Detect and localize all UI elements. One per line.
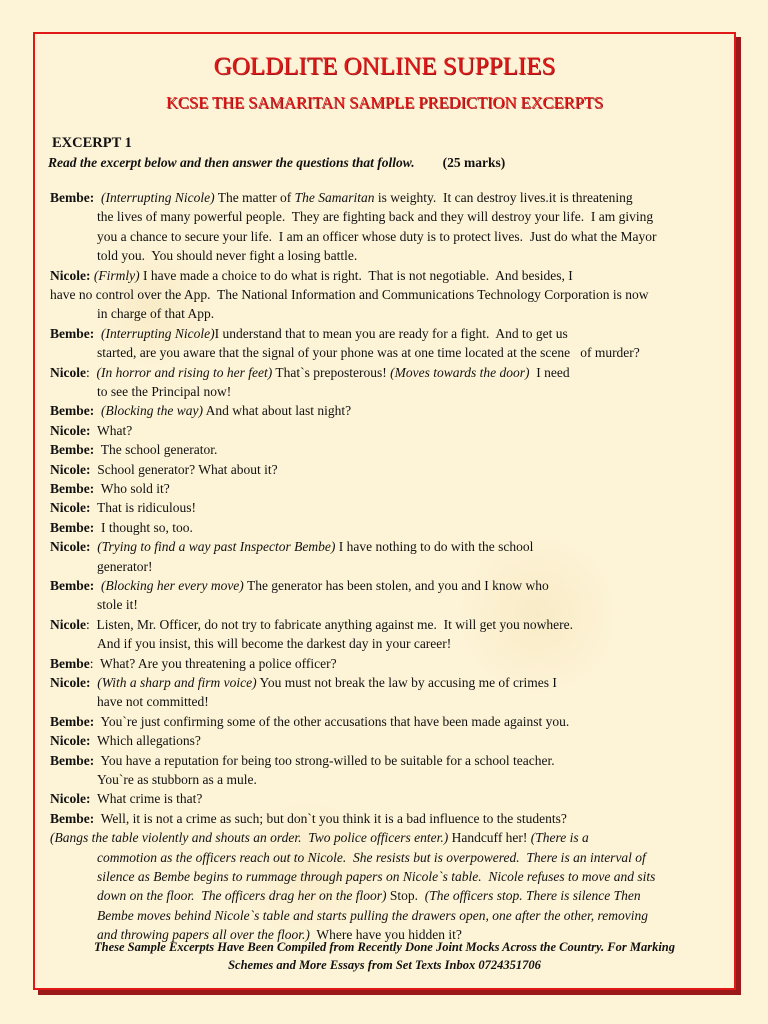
line-text: Well, it is not a crime as such; but don`t you think it is a bad influence to the students? [94,810,567,826]
dialogue-line [97,227,656,246]
speaker-name: Bembe: [50,403,95,419]
instructions-line [48,154,505,172]
line-text: You must not break the law by accusing me of crimes I [256,675,557,690]
speaker-name: Bembe: [50,578,95,593]
line-text: stole it! [97,597,138,613]
excerpt-heading: EXCERPT 1 [52,135,132,151]
line-text: have no control over the App. The National Information and Communications Technology Corporation is now [50,287,649,302]
dialogue-line [50,498,196,517]
stage-direction: Bembe moves behind Nicole`s table and starts pulling the drawers open, one after the other, removing [97,907,649,923]
stage-direction: down on the floor. The officers drag her on the floor) [97,888,387,904]
page-frame [33,32,736,990]
line-text: I thought so, too. [94,519,193,535]
footer-line-2: Schemes and More Essays from Set Texts Inbox 0724351706 [228,957,541,972]
line-text: You`re as stubborn as a mule. [97,772,257,787]
dialogue-line [50,712,569,731]
speaker-name: Bembe: [50,519,95,535]
line-text: The school generator. [94,442,218,458]
speaker-name: Nicole: [50,791,91,807]
stage-direction: commotion as the officers reach out to Nicole. She resists but is overpowered. There is an interval of [97,849,646,865]
line-text: And what about last night? [202,403,352,419]
stage-direction: The Samaritan [294,190,375,205]
page-subtitle: KCSE THE SAMARITAN SAMPLE PREDICTION EXCERPTS [165,93,604,112]
stage-direction: (Trying to find a way past Inspector Bembe) [97,539,336,555]
line-text: School generator? What about it? [90,461,278,477]
dialogue-line [50,421,132,440]
line-text: You have a reputation for being too strong-willed to be suitable for a school teacher. [94,752,555,768]
speaker-name: Nicole: [50,539,91,555]
dialogue-line [97,770,257,789]
instructions-text: Read the excerpt below and then answer the questions that follow. [48,155,415,170]
dialogue-line [50,363,570,382]
line-text: Where have you hidden it? [309,927,462,943]
line-text: is weighty. It can destroy lives.it is threatening [374,190,633,205]
speaker-name: Bembe: [50,442,95,458]
stage-direction: (Interrupting Nicole) [101,190,215,205]
dialogue-line [50,188,633,207]
speaker-name: Nicole [50,616,86,632]
speaker-name: Bembe: [50,810,95,826]
stage-direction: (Firmly) [93,267,140,283]
line-text: the lives of many powerful people. They are fighting back and they will destroy your life. I am giving [97,209,654,225]
dialogue-line [50,789,202,808]
line-text: in charge of that App. [97,306,215,322]
line-text: What crime is that? [90,791,203,807]
speaker-name: Nicole: [50,500,91,516]
speaker-name: Nicole: [50,422,91,438]
stage-direction: (Interrupting Nicole) [101,325,215,341]
line-text: generator! [97,558,153,574]
dialogue-line [50,537,533,556]
footer-line-1: These Sample Excerpts Have Been Compiled from Recently Done Joint Mocks Across the Country. For Marking [93,940,676,954]
line-text: : Listen, Mr. Officer, do not try to fabricate anything against me. It will get you nowhere. [86,616,573,632]
speaker-name: Bembe: [50,325,95,341]
line-text: started, are you aware that the signal of your phone was at one time located at the scene of murder? [97,345,640,361]
marks-label: (25 marks) [442,155,506,170]
dialogue-line [50,518,193,537]
stage-direction: (There is a [530,830,589,846]
dialogue-line [97,634,451,653]
speaker-name: Bembe: [50,713,95,729]
dialogue-line [50,731,201,750]
dialogue-line [50,460,278,479]
line-text: You`re just confirming some of the other accusations that have been made against you. [94,713,570,729]
dialogue-line [50,440,217,459]
footer-note [35,939,734,974]
dialogue-line [97,557,152,576]
dialogue-line [50,673,557,692]
line-text [94,578,101,593]
dialogue-line [97,906,648,925]
line-text: : [86,364,97,380]
dialogue-line [97,343,640,362]
dialogue-line [50,654,337,673]
stage-direction: (Blocking the way) [101,403,203,419]
speaker-name: Bembe: [50,481,95,496]
dialogue-line [50,324,568,343]
line-text: The matter of [214,190,295,205]
dialogue-line [50,401,351,420]
dialogue-line [50,751,555,770]
line-text: What? [90,422,133,438]
line-text: The generator has been stolen, and you and I know who [243,578,549,593]
line-text: I have nothing to do with the school [335,539,534,555]
speaker-name: Nicole: [50,733,91,749]
line-text: told you. You should never fight a losing battle. [97,248,358,264]
dialogue-line [50,266,573,285]
stage-direction: (Bangs the table violently and shouts an order. Two police officers enter.) [50,830,449,846]
dialogue-line [97,886,641,905]
line-text: I understand that to mean you are ready for a fight. And to get us [214,325,568,341]
stage-direction: (With a sharp and firm voice) [97,675,257,690]
dialogue-line [97,848,646,867]
dialogue-line [50,285,648,304]
line-text: I have made a choice to do what is right. That is not negotiable. And besides, I [139,267,573,283]
speaker-name: Nicole: [50,461,91,477]
dialogue-line [50,809,567,828]
stage-direction: silence as Bembe begins to rummage through papers on Nicole`s table. Nicole refuses to move and sits [97,869,656,884]
dialogue-line [97,867,655,886]
dialogue-line [50,828,589,847]
dialogue-line [50,576,549,595]
stage-direction: and throwing papers all over the floor.) [97,927,310,943]
dialogue-line [97,246,357,265]
line-text: And if you insist, this will become the darkest day in your career! [97,636,452,652]
line-text: I need [529,364,570,380]
line-text: That is ridiculous! [90,500,196,516]
speaker-name: Nicole: [50,267,91,283]
dialogue-line [97,207,653,226]
line-text: Handcuff her! [448,830,531,846]
stage-direction: (Blocking her every move) [101,578,244,593]
dialogue-line [97,595,138,614]
dialogue-line [50,615,573,634]
line-text [94,326,101,341]
speaker-name: Bembe [50,655,90,671]
line-text: have not committed! [97,694,209,710]
speaker-name: Nicole: [50,675,91,690]
line-text: Stop. [386,888,425,904]
stage-direction: (Moves towards the door) [390,364,530,380]
dialogue-line [97,382,231,401]
speaker-name: Bembe: [50,752,95,768]
line-text [94,190,101,205]
speaker-name: Nicole [50,364,86,380]
line-text: : What? Are you threatening a police officer? [89,655,337,671]
line-text: to see the Principal now! [97,384,232,399]
page-title: GOLDLITE ONLINE SUPPLIES [213,53,556,80]
line-text: Who sold it? [94,481,170,496]
stage-direction: (In horror and rising to her feet) [96,364,273,380]
stage-direction: (The officers stop. There is silence Then [424,888,641,904]
line-text: Which allegations? [90,733,201,749]
line-text: That`s preposterous! [272,364,391,380]
line-text: you a chance to secure your life. I am an officer whose duty is to protect lives. Just do what the Mayor [97,228,657,244]
dialogue-line [50,479,170,498]
dialogue-line [97,692,209,711]
dialogue-line [97,304,214,323]
speaker-name: Bembe: [50,190,95,205]
line-text [94,403,101,418]
